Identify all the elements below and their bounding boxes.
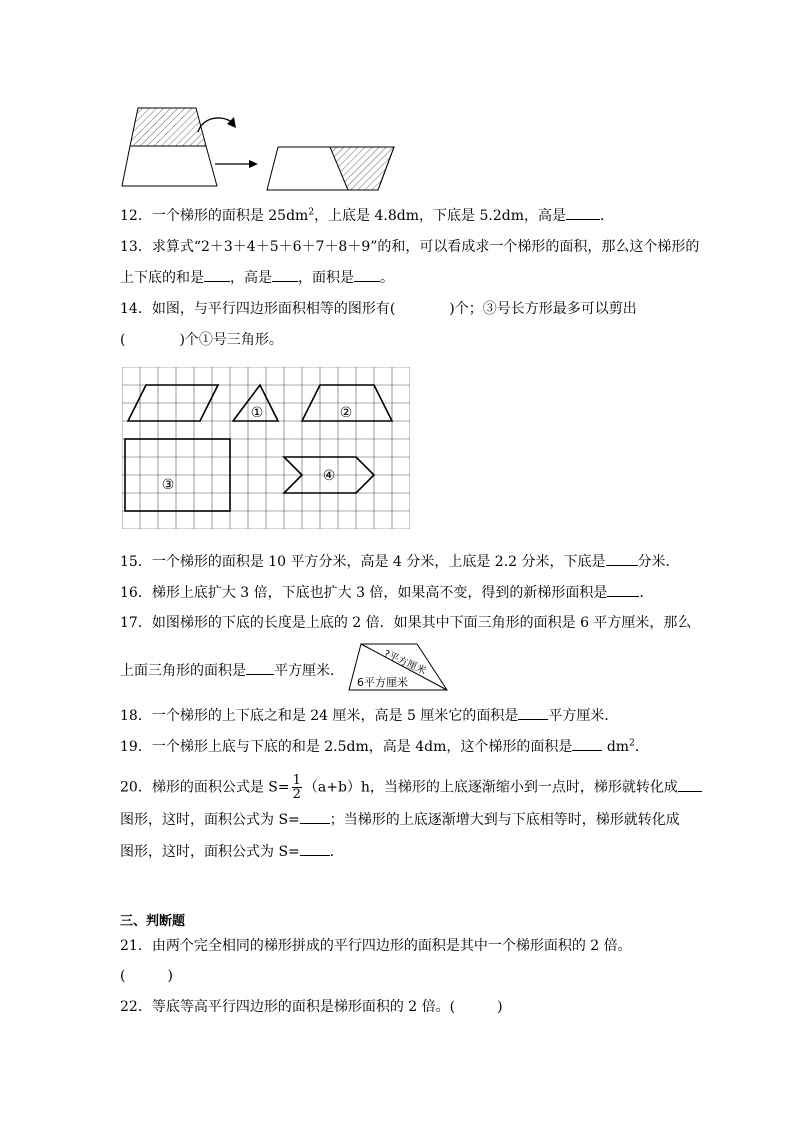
answer-blank[interactable] bbox=[300, 843, 330, 856]
question-17-line2: 上面三角形的面积是 平方厘米． bbox=[120, 663, 344, 679]
question-14-line1: 14．如图，与平行四边形面积相等的图形有( )个；③号长方形最多可以剪出 bbox=[120, 301, 637, 317]
question-17-line1: 17．如图梯形的下底的长度是上底的 2 倍．如果其中下面三角形的面积是 6 平方厘米，那么 bbox=[120, 615, 692, 631]
question-20-line1: 20．梯形的面积公式是 S= $\frac{1}{2}$ （a+b）h，当梯形的上底逐渐缩小到一点时，梯形就转化成 bbox=[120, 774, 702, 801]
answer-blank[interactable] bbox=[678, 779, 702, 792]
label-4: ④ bbox=[322, 468, 336, 484]
question-18: 18．一个梯形的上下底之和是 24 厘米，高是 5 厘米它的面积是 平方厘米． bbox=[120, 708, 619, 724]
question-14-line2: ( )个①号三角形。 bbox=[120, 332, 283, 348]
rotate-arrow-icon bbox=[198, 118, 232, 132]
question-15: 15．一个梯形的面积是 10 平方分米，高是 4 分米，上底是 2.2 分米，下底是 分米． bbox=[120, 554, 680, 570]
section-title-true-false: 三、判断题 bbox=[120, 914, 186, 929]
lower-triangle-label: 6平方厘米 bbox=[357, 676, 408, 689]
question-22: 22．等底等高平行四边形的面积是梯形面积的 2 倍。( ) bbox=[120, 999, 503, 1015]
question-13-line2: 上下底的和是 ，高是 ，面积是 。 bbox=[120, 270, 394, 286]
question-20-line2: 图形，这时，面积公式为 S= ；当梯形的上底逐渐增大到与下底相等时，梯形就转化成 bbox=[120, 812, 680, 828]
question-20-line3: 图形，这时，面积公式为 S= ． bbox=[120, 844, 344, 860]
answer-blank[interactable] bbox=[300, 811, 330, 824]
answer-blank[interactable] bbox=[272, 269, 298, 282]
label-3: ③ bbox=[161, 477, 175, 493]
answer-blank[interactable] bbox=[246, 662, 274, 675]
answer-blank[interactable] bbox=[518, 707, 548, 720]
answer-blank[interactable] bbox=[607, 584, 639, 597]
answer-blank[interactable] bbox=[566, 207, 600, 220]
trapezoid-to-parallelogram-figure bbox=[118, 104, 408, 196]
trapezoid-upper-hatched bbox=[130, 108, 206, 146]
answer-blank[interactable] bbox=[606, 553, 638, 566]
question-19: 19．一个梯形上底与下底的和是 2.5dm，高是 4dm，这个梯形的面积是 $dm^2$． bbox=[120, 738, 649, 755]
grid-shapes-figure bbox=[122, 367, 410, 529]
trapezoid-lower bbox=[122, 146, 217, 186]
question-12: 12．一个梯形的面积是 $25dm^2$，上底是 4.8dm，下底是 5.2dm，高是 ． bbox=[120, 207, 614, 224]
label-2: ② bbox=[339, 405, 353, 421]
trapezoid-diagonal-figure bbox=[345, 642, 451, 694]
answer-blank[interactable] bbox=[204, 269, 230, 282]
question-21-line1: 21．由两个完全相同的梯形拼成的平行四边形的面积是其中一个梯形面积的 2 倍。 bbox=[120, 938, 632, 954]
question-16: 16．梯形上底扩大 3 倍，下底也扩大 3 倍，如果高不变，得到的新梯形面积是 ． bbox=[120, 585, 654, 601]
label-1: ① bbox=[250, 405, 264, 421]
answer-blank[interactable] bbox=[354, 269, 380, 282]
upper-triangle-label: ?平方厘米 bbox=[381, 648, 428, 678]
question-13-line1: 13．求算式“2＋3＋4＋5＋6＋7＋8＋9”的和，可以看成求一个梯形的面积，那么这个梯形的 bbox=[120, 239, 700, 255]
answer-blank[interactable] bbox=[572, 738, 602, 751]
question-21-answer-paren[interactable]: ( ) bbox=[120, 968, 173, 984]
fraction-one-half: $\frac{1}{2}$ bbox=[292, 773, 301, 802]
